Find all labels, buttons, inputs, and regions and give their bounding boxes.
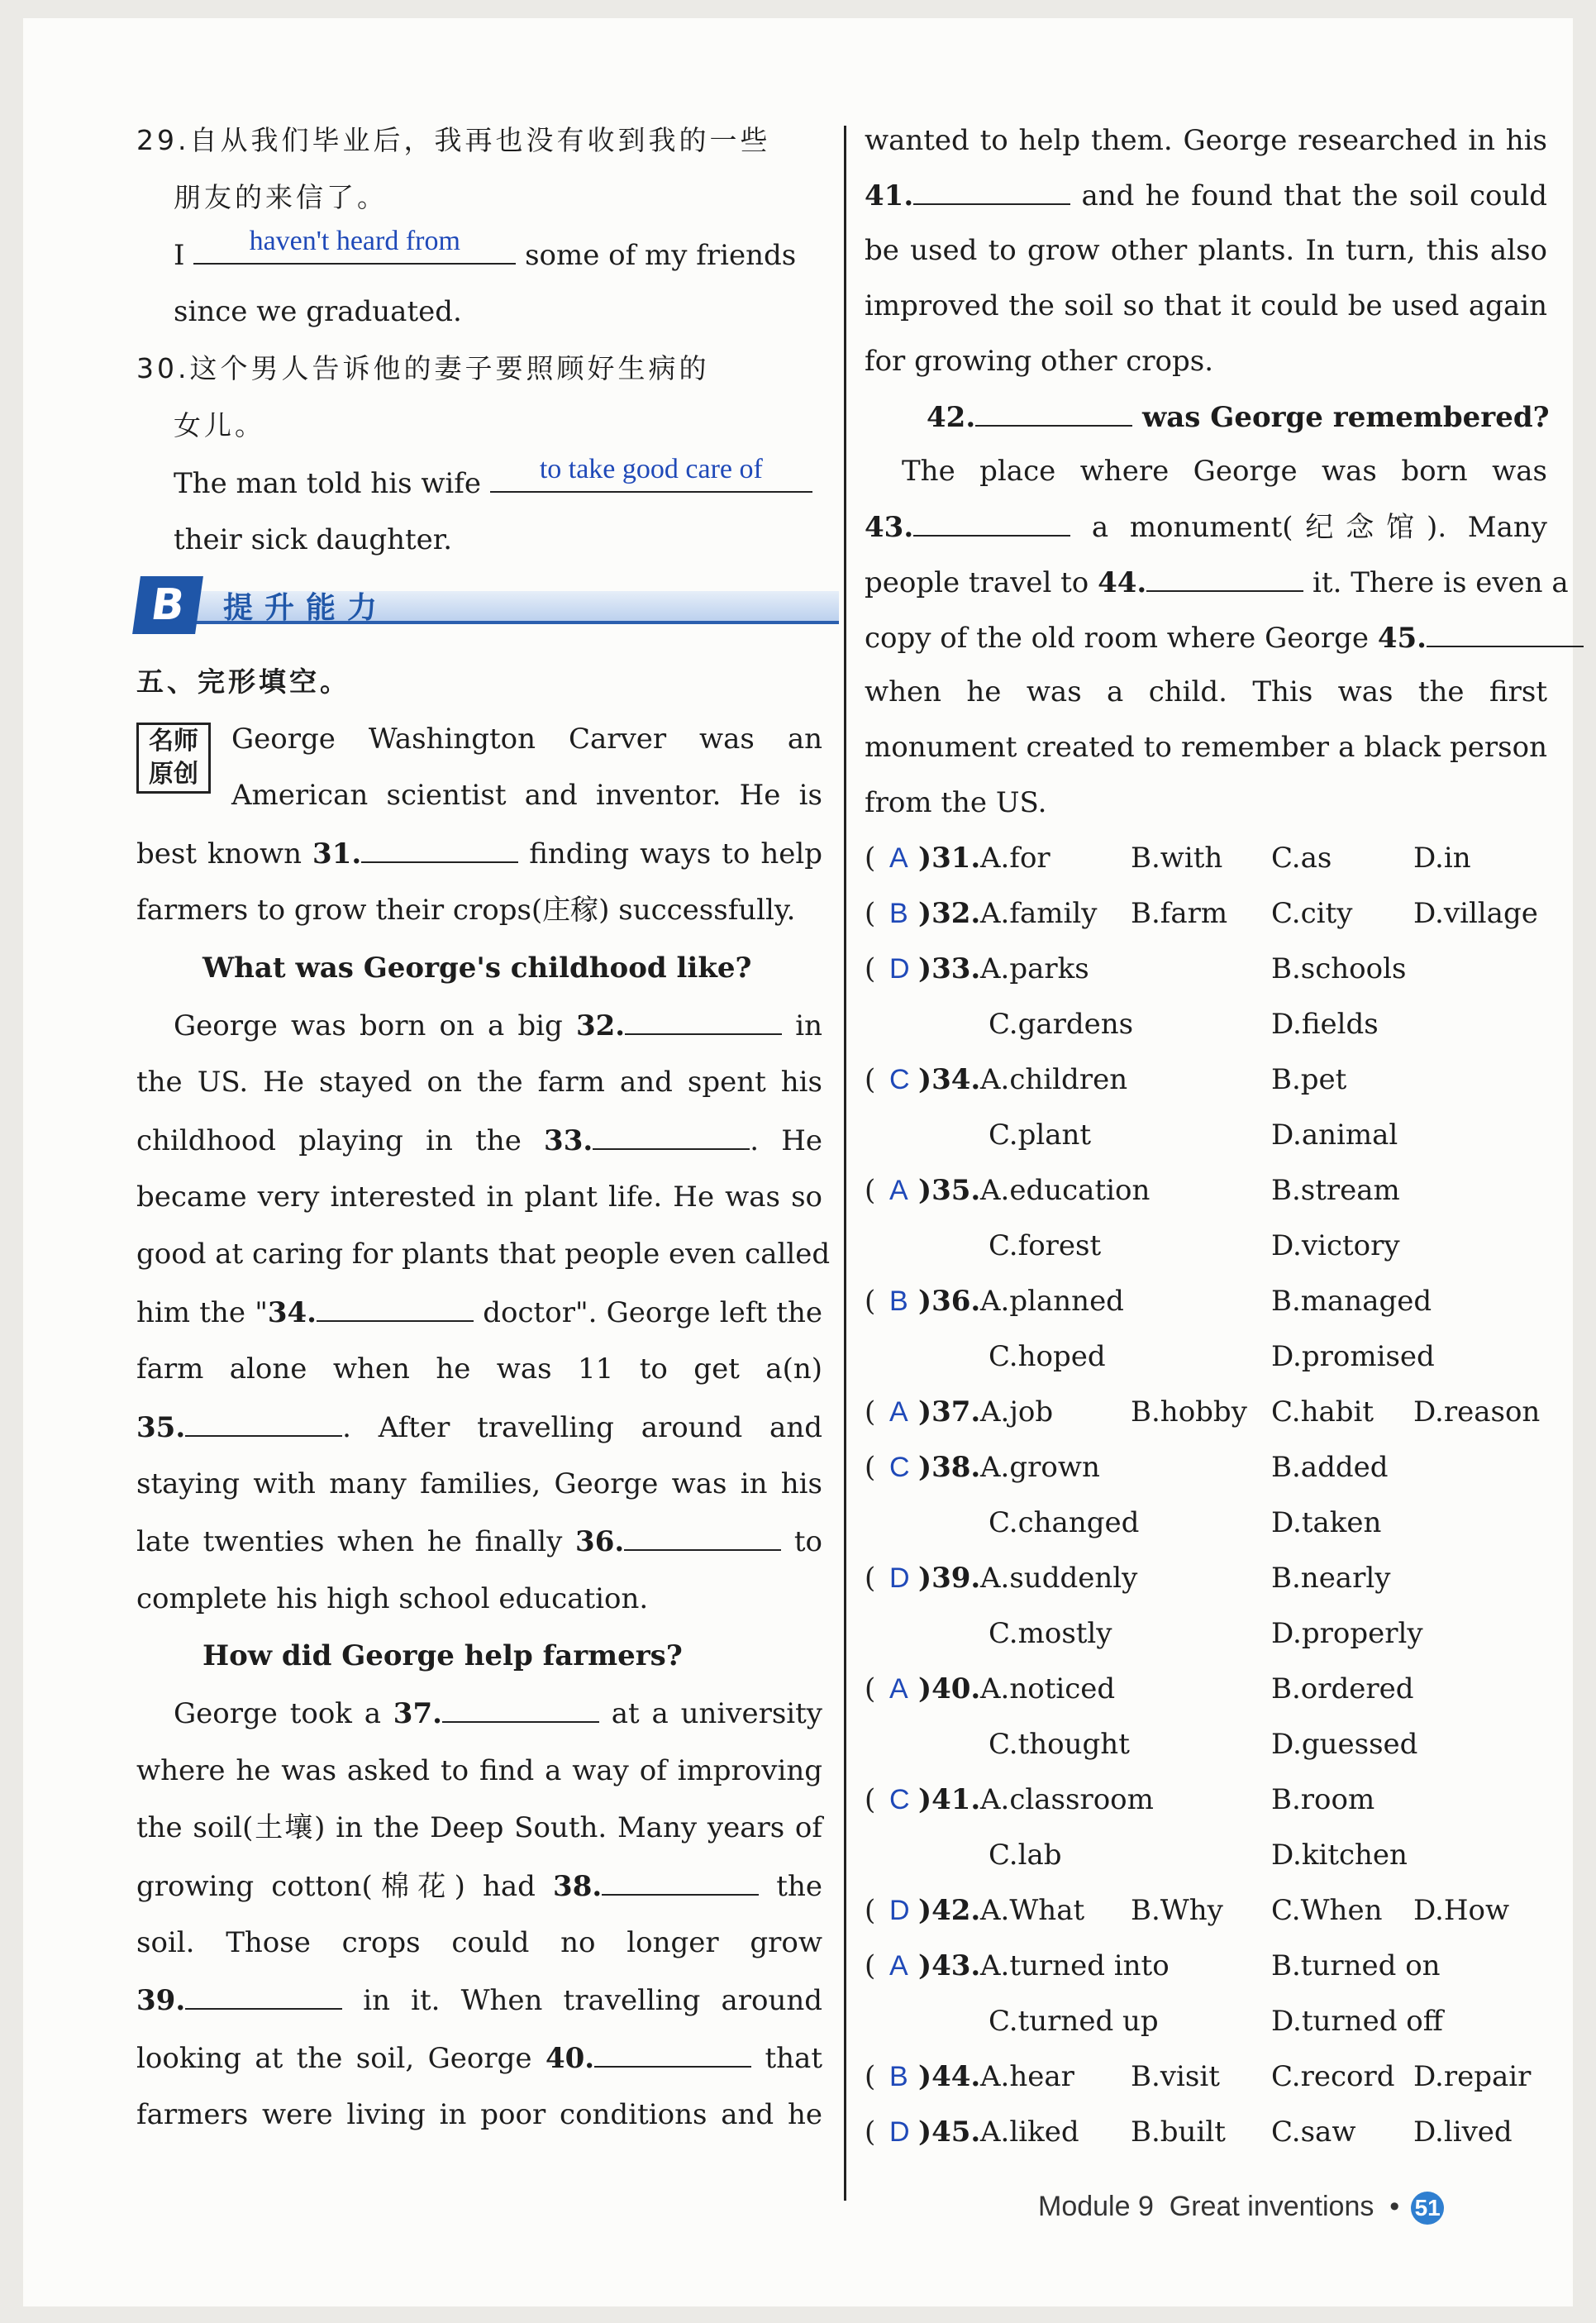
option-d: D.promised <box>1271 1340 1435 1373</box>
blank-33 <box>593 1123 750 1150</box>
option-b: B.pet <box>1271 1063 1347 1096</box>
passage-line: farmers were living in poor conditions and he <box>136 2098 822 2131</box>
option-c: C.record <box>1271 2060 1395 2093</box>
blank-37 <box>442 1696 599 1723</box>
option-d: D.turned off <box>1271 2005 1443 2038</box>
option-paren: ( <box>865 1285 876 1318</box>
option-a: A.for <box>980 842 1051 875</box>
passage-line: 39. in it. When travelling around <box>136 1984 823 2017</box>
option-number: )37. <box>918 1395 981 1429</box>
passage-line: became very interested in plant life. He was so <box>136 1181 822 1214</box>
passage-line: George Washington Carver was an <box>231 723 822 756</box>
option-answer: A <box>889 1673 908 1705</box>
passage-line: soil. Those crops could no longer grow <box>136 1926 822 1959</box>
passage-line: where he was asked to find a way of improving <box>136 1754 822 1787</box>
section-heading: 五、完形填空。 <box>136 665 350 698</box>
option-answer: A <box>889 1396 908 1428</box>
page <box>23 18 1573 2306</box>
option-a: A.family <box>980 897 1098 930</box>
option-a: A.planned <box>980 1285 1124 1318</box>
option-c: C.forest <box>989 1229 1102 1262</box>
q29-chinese-line1: 29.自从我们毕业后，我再也没有收到我的一些 <box>136 124 771 156</box>
option-b: B.with <box>1131 842 1223 875</box>
option-c: C.habit <box>1271 1395 1374 1429</box>
option-d: D.animal <box>1271 1119 1398 1152</box>
option-a: A.parks <box>980 952 1089 985</box>
option-answer: D <box>889 1895 910 1926</box>
passage-line: childhood playing in the 33. . He <box>136 1124 822 1157</box>
option-paren: ( <box>865 2060 876 2093</box>
option-answer: A <box>889 1950 908 1982</box>
option-number: )42. <box>918 1894 981 1927</box>
option-answer: B <box>889 2061 908 2092</box>
option-a: A.children <box>980 1063 1128 1096</box>
option-paren: ( <box>865 952 876 985</box>
q29-english-line2: since we graduated. <box>174 295 462 328</box>
option-paren: ( <box>865 842 876 875</box>
passage-line: from the US. <box>865 786 1047 819</box>
option-b: B.farm <box>1131 897 1228 930</box>
page-number: 51 <box>1411 2192 1444 2225</box>
q30-chinese-line2: 女儿。 <box>174 409 265 441</box>
q30-answer-blank: to take good care of <box>490 466 812 493</box>
blank-38 <box>602 1869 759 1896</box>
option-number: )44. <box>918 2060 981 2093</box>
passage-line: looking at the soil, George 40. that <box>136 2042 822 2075</box>
option-b: B.nearly <box>1271 1562 1391 1595</box>
option-d: D.reason <box>1413 1395 1541 1429</box>
blank-44 <box>1146 565 1303 592</box>
option-paren: ( <box>865 1174 876 1207</box>
option-paren: ( <box>865 1395 876 1429</box>
option-b: B.room <box>1271 1783 1375 1816</box>
blank-40 <box>594 2041 751 2068</box>
option-answer: A <box>889 842 908 874</box>
option-c: C.lab <box>989 1839 1062 1872</box>
passage-line: 41. and he found that the soil could <box>865 179 1547 212</box>
option-d: D.kitchen <box>1271 1839 1408 1872</box>
option-paren: ( <box>865 1894 876 1927</box>
blank-35 <box>185 1410 342 1437</box>
option-d: D.village <box>1413 897 1538 930</box>
option-number: )34. <box>918 1063 981 1096</box>
passage-line: George took a 37. at a university <box>174 1697 823 1730</box>
option-answer: A <box>889 1175 908 1206</box>
option-b: B.schools <box>1271 952 1407 985</box>
option-d: D.fields <box>1271 1008 1379 1041</box>
option-answer: D <box>889 1562 910 1594</box>
option-c: C.hoped <box>989 1340 1106 1373</box>
subheading-remembered: 42. was George remembered? <box>927 401 1550 434</box>
teacher-original-tag: 名师 原创 <box>136 723 211 794</box>
passage-line: copy of the old room where George 45. <box>865 621 1547 655</box>
option-b: B.added <box>1271 1451 1389 1484</box>
q30-english-line1: The man told his wife to take good care of <box>136 466 822 500</box>
option-a: A.What <box>980 1894 1085 1927</box>
option-answer: C <box>889 1064 910 1095</box>
passage-line: people travel to 44. it. There is even a <box>865 566 1569 599</box>
blank-36 <box>624 1524 781 1551</box>
blank-34 <box>317 1295 474 1322</box>
option-paren: ( <box>865 1451 876 1484</box>
q29-chinese-line2: 朋友的来信了。 <box>174 181 388 213</box>
passage-line: him the "34. doctor". George left the <box>136 1296 822 1329</box>
option-answer: D <box>889 953 910 985</box>
passage-line: George was born on a big 32. in <box>174 1009 823 1042</box>
option-d: D.guessed <box>1271 1728 1418 1761</box>
option-number: )38. <box>918 1451 981 1484</box>
option-d: D.properly <box>1271 1617 1423 1650</box>
q30-chinese-line1: 30.这个男人告诉他的妻子要照顾好生病的 <box>136 352 710 384</box>
passage-line: the US. He stayed on the farm and spent his <box>136 1066 822 1099</box>
option-answer: C <box>889 1784 910 1815</box>
passage-line: American scientist and inventor. He is <box>231 779 822 812</box>
option-d: D.victory <box>1271 1229 1400 1262</box>
passage-line: for growing other crops. <box>865 345 1214 378</box>
blank-41 <box>913 179 1070 205</box>
option-c: C.saw <box>1271 2116 1356 2149</box>
passage-line: monument created to remember a black person <box>865 731 1547 764</box>
option-b: B.stream <box>1271 1174 1400 1207</box>
blank-43 <box>913 510 1070 537</box>
option-paren: ( <box>865 1562 876 1595</box>
passage-line: 43. a monument(纪念馆). Many <box>865 511 1548 544</box>
option-b: B.turned on <box>1271 1949 1441 1982</box>
q30-english-line2: their sick daughter. <box>174 523 453 556</box>
banner-letter: B <box>132 576 203 634</box>
option-answer: C <box>889 1452 910 1483</box>
passage-line: improved the soil so that it could be used again <box>865 289 1547 322</box>
option-paren: ( <box>865 1063 876 1096</box>
blank-32 <box>625 1009 782 1035</box>
passage-line: be used to grow other plants. In turn, this also <box>865 234 1547 267</box>
option-d: D.repair <box>1413 2060 1532 2093</box>
option-a: A.job <box>980 1395 1054 1429</box>
option-d: D.taken <box>1271 1506 1382 1539</box>
subheading-childhood: What was George's childhood like? <box>202 952 752 985</box>
passage-line: good at caring for plants that people even called <box>136 1238 831 1271</box>
option-number: )35. <box>918 1174 981 1207</box>
option-answer: B <box>889 1286 908 1317</box>
passage-line: farmers to grow their crops(庄稼) successfully. <box>136 894 796 927</box>
passage-line: complete his high school education. <box>136 1582 649 1615</box>
column-divider <box>844 126 846 2201</box>
option-a: A.liked <box>980 2116 1079 2149</box>
option-b: B.managed <box>1271 1285 1432 1318</box>
option-a: A.noticed <box>980 1672 1116 1705</box>
footer-title: Great inventions <box>1169 2191 1374 2222</box>
option-number: )31. <box>918 842 981 875</box>
option-number: )32. <box>918 897 981 930</box>
passage-line: when he was a child. This was the first <box>865 675 1547 708</box>
passage-line: late twenties when he finally 36. to <box>136 1525 823 1558</box>
option-answer: D <box>889 2116 910 2148</box>
option-c: C.thought <box>989 1728 1130 1761</box>
q29-answer-blank: haven't heard from <box>193 238 516 265</box>
passage-line: 35. . After travelling around and <box>136 1411 822 1444</box>
blank-45 <box>1427 621 1584 647</box>
blank-39 <box>185 1983 342 2010</box>
option-b: B.built <box>1131 2116 1226 2149</box>
option-a: A.education <box>980 1174 1151 1207</box>
option-number: )36. <box>918 1285 981 1318</box>
option-c: C.mostly <box>989 1617 1112 1650</box>
option-d: D.lived <box>1413 2116 1513 2149</box>
section-banner <box>136 575 839 634</box>
footer-dot: • <box>1389 2191 1400 2222</box>
option-a: A.grown <box>980 1451 1100 1484</box>
footer-module: Module 9 <box>1038 2191 1154 2222</box>
option-paren: ( <box>865 897 876 930</box>
option-paren: ( <box>865 2116 876 2149</box>
blank-31 <box>361 837 518 863</box>
q29-english-line1: I haven't heard from some of my friends <box>174 226 797 272</box>
passage-line: growing cotton(棉花) had 38. the <box>136 1870 822 1903</box>
option-c: C.plant <box>989 1119 1092 1152</box>
option-paren: ( <box>865 1672 876 1705</box>
option-number: )41. <box>918 1783 981 1816</box>
option-a: A.turned into <box>980 1949 1170 1982</box>
option-d: D.in <box>1413 842 1471 875</box>
option-c: C.city <box>1271 897 1353 930</box>
option-number: )40. <box>918 1672 981 1705</box>
option-paren: ( <box>865 1783 876 1816</box>
option-c: C.as <box>1271 842 1332 875</box>
passage-line: wanted to help them. George researched in his <box>865 124 1547 157</box>
passage-line: The place where George was born was <box>902 455 1547 488</box>
option-b: B.Why <box>1131 1894 1223 1927</box>
option-number: )39. <box>918 1562 981 1595</box>
option-c: C.changed <box>989 1506 1140 1539</box>
option-number: )43. <box>918 1949 981 1982</box>
passage-line: staying with many families, George was in his <box>136 1467 822 1500</box>
option-b: B.visit <box>1131 2060 1220 2093</box>
blank-42 <box>975 400 1132 427</box>
option-number: )45. <box>918 2116 981 2149</box>
option-c: C.turned up <box>989 2005 1159 2038</box>
passage-line: the soil(土壤) in the Deep South. Many years of <box>136 1811 822 1844</box>
option-b: B.ordered <box>1271 1672 1414 1705</box>
passage-line: farm alone when he was 11 to get a(n) <box>136 1352 822 1386</box>
option-c: C.gardens <box>989 1008 1134 1041</box>
option-number: )33. <box>918 952 981 985</box>
page-footer <box>1038 2191 1444 2225</box>
option-b: B.hobby <box>1131 1395 1247 1429</box>
option-a: A.suddenly <box>980 1562 1138 1595</box>
option-c: C.When <box>1271 1894 1383 1927</box>
subheading-help-farmers: How did George help farmers? <box>202 1639 683 1672</box>
option-answer: B <box>889 898 908 929</box>
option-a: A.classroom <box>980 1783 1154 1816</box>
passage-line: best known 31. finding ways to help <box>136 837 822 871</box>
option-d: D.How <box>1413 1894 1510 1927</box>
option-paren: ( <box>865 1949 876 1982</box>
banner-title: 提升能力 <box>223 591 389 625</box>
option-a: A.hear <box>980 2060 1074 2093</box>
